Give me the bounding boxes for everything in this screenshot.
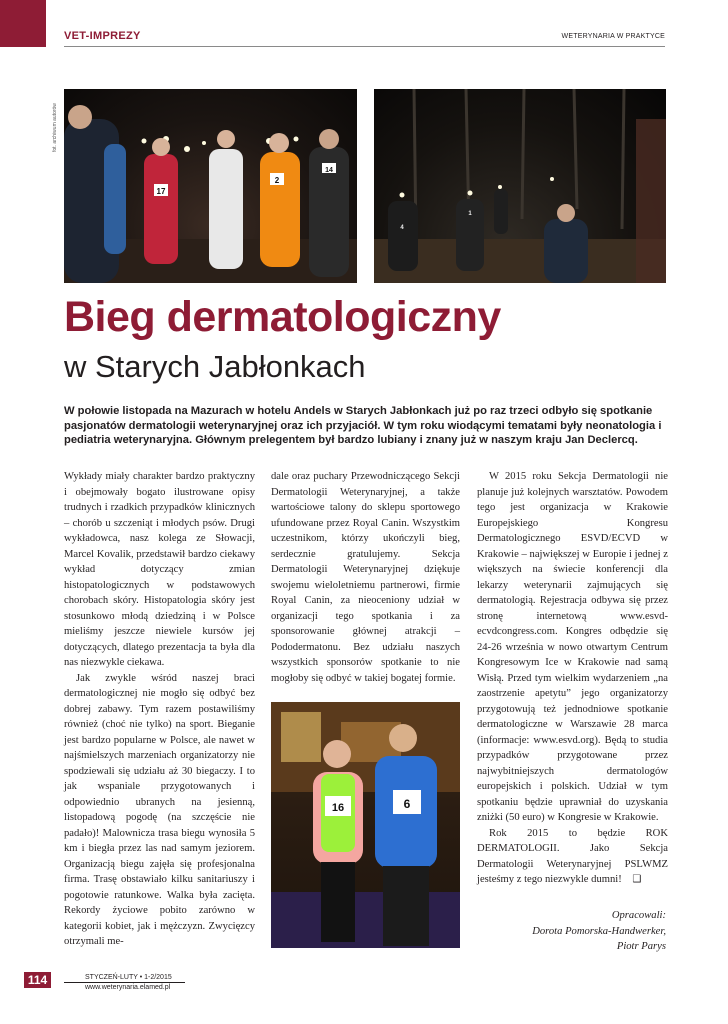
page-number: 114 xyxy=(24,972,51,988)
body-column-1 xyxy=(64,469,255,950)
paragraph: dale oraz puchary Przewodniczącego Sekcji Dermatologii Weterynaryjnej, a także wartościowe talony do sklepu sportowego ufundowane przez Royal Canin. Wszystkim uczestnikom, którzy ukończyli bieg, serdecznie gratulujemy. Sekcja Dermatologii Weterynaryjnej dziękuje swojemu wieloletniemu partnerowi, firmie Royal Canin, za nieoceniony udział w organizacji tego spotkania i za sponsorowanie głównej atrakcji – Pododermatonu. Bez udziału naszych wszystkich sponsorów spotkanie to nie mogłoby się odbyć w takiej bogatej formie. xyxy=(271,471,460,684)
bib-number: 1 xyxy=(468,211,472,217)
body-column-2 xyxy=(271,469,460,686)
journal-name: WETERYNARIA W PRAKTYCE xyxy=(561,33,665,40)
photo-runners-start xyxy=(64,89,357,283)
paragraph: W 2015 roku Sekcja Dermatologii nie planuje już kolejnych warsztatów. Powodem tego jest organizacja w Krakowie Europejskiego Kongresu Dermatologicznego ESVD/ECVD w Krakowie – największej w Europie i jednej z większych na świecie konferencji dla lekarzy weterynarii zajmujących się dermatologią. Rejestracja odbywa się przez stronę internetową www.esvd-ecvdcongress.com. Kongres odbędzie się 24-26 września w nowo otwartym Centrum Kongresowym Ice w Krakowie nad samą Wisłą. Przed tym wielkim wydarzeniem „na zaostrzenie apetytu” jego organizatorzy przygotowują też jednodniowe spotkanie dermatologiczne w Warszawie 28 marca (informacje: www.esvd.org). Będą to studia przypadków przygotowane przez najwybitniejszych dermatologów europejskich i polskich. Udział w tym spotkaniu będzie uprawniał do uzyskania zniżki (50 euro) w Kongresie w Krakowie. xyxy=(477,471,668,823)
bib-number: 17 xyxy=(156,187,166,196)
author-name: Piotr Parys xyxy=(616,941,666,952)
footer-issue: STYCZEŃ-LUTY • 1-2/2015 xyxy=(85,974,172,981)
photo-two-runners xyxy=(271,702,460,948)
photo-forest-run-illustration xyxy=(374,89,666,283)
author-name: Dorota Pomorska-Handwerker, xyxy=(532,925,666,937)
bib-number: 6 xyxy=(403,797,411,811)
paragraph: Jak zwykle wśród naszej braci dermatologicznej nie mogło się odbyć bez dobrej zabawy. Tym razem postawiliśmy również (choć nie tylko) na sport. Bieganie jest bardzo popularne w Polsce, ale nawet w najśmielszych marzeniach organizatorzy nie spodziewali się udziału aż 30 biegaczy. I to jak wspaniale przygotowanych i odpowiednio ubranych na jesienną, listopadową pogodę (na szczęście nie padało)! Malownicza trasa biegu wynosiła 5 km i biegła przez las nad samym jeziorem. Organizacją biegu zajęła się profesjonalna firma. Trasę obstawiało kilku sanitariuszy i pogotowie ratunkowe. Walka była zacięta. Rekordy życiowe pobito zarówno w kategorii kobiet, jak i mężczyzn. Zwycięzcy otrzymali me- xyxy=(64,672,255,947)
paragraph: Wykłady miały charakter bardzo praktyczny i obejmowały bogato ilustrowane opisy trudnych i rzadkich przypadków klinicznych – chorób u szczeniąt i młodych psów. Drugi wykładowca, nasz kolega ze Słowacji, Marcel Kovalik, przedstawił bardzo ciekawy wykład dotyczący zmian histopatologicznych w podstawowych chorobach skóry. Histopatologia skóry jest stosunkowo młodą dziedziną i w Polsce mieliśmy jeszcze niewiele kursów jej dotyczących, dlatego prezentacja ta była dla nas niezwykle ciekawa. xyxy=(64,471,255,668)
article-lead: W połowie listopada na Mazurach w hotelu Andels w Starych Jabłonkach już po raz trzeci odbyło się spotkanie pasjonatów dermatologii weterynaryjnej oraz ich przyjaciół. W tym roku wiodącymi tematami były neonatologia i pediatria weterynaryjna. Głównym prelegentem był bardzo lubiany i znany już w naszym kraju Jan Declercq. xyxy=(64,405,662,446)
article-subtitle: w Starych Jabłonkach xyxy=(64,349,366,384)
photo-forest-run xyxy=(374,89,666,283)
bib-number: 4 xyxy=(400,225,404,231)
credits-label: Opracowali: xyxy=(611,910,666,921)
bib-number: 14 xyxy=(325,167,333,174)
photo-two-runners-illustration xyxy=(271,702,460,948)
photo-credit: fot. archiwum autorów xyxy=(52,103,58,152)
end-of-article-icon: ❑ xyxy=(632,874,642,885)
photo-runners-start-illustration xyxy=(64,89,357,283)
author-credits xyxy=(532,908,666,955)
header-rule xyxy=(64,46,665,47)
paragraph xyxy=(477,826,668,888)
bib-number: 2 xyxy=(274,176,280,185)
bib-number: 16 xyxy=(331,802,345,814)
paragraph-text: Rok 2015 to będzie ROK DERMATOLOGII. Jako Sekcja Dermatologii Weterynaryjnej PSLWMZ jesteśmy z tego niezwykle dumni! xyxy=(477,827,668,885)
body-column-3 xyxy=(477,469,668,888)
article-title: Bieg dermatologiczny xyxy=(64,293,501,341)
section-tag: VET-IMPREZY xyxy=(64,30,141,42)
footer-rule xyxy=(64,982,185,983)
footer-url[interactable]: www.weterynaria.elamed.pl xyxy=(85,984,171,991)
corner-accent-block xyxy=(0,0,46,47)
